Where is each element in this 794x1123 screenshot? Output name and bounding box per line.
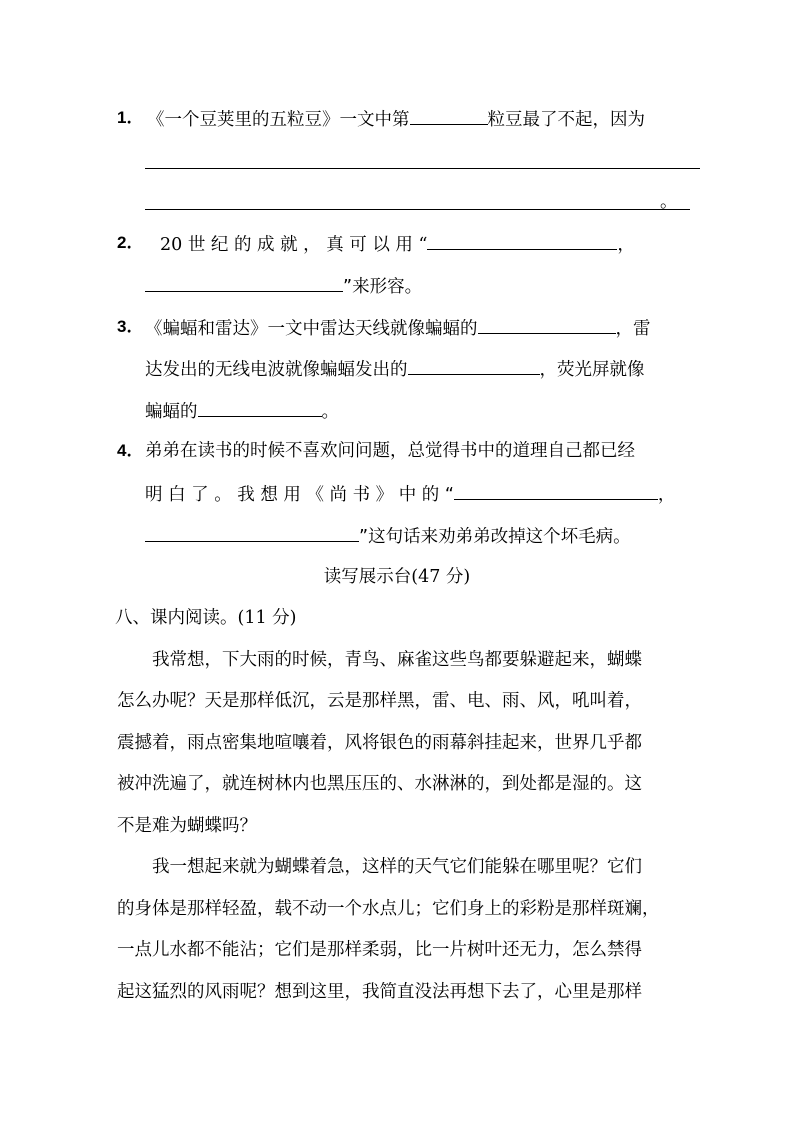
passage-p1-line-4: 被冲洗遍了，就连树林内也黑压压的、水淋淋的，到处都是湿的。这	[117, 774, 642, 794]
passage-p2-line-1: 我一想起来就为蝴蝶着急，这样的天气它们能躲在哪里呢？它们	[152, 857, 642, 877]
question-3-blank-1[interactable]	[478, 315, 616, 334]
question-1-period: 。	[660, 192, 678, 212]
passage-p2-line-4: 起这猛烈的风雨呢？想到这里，我简直没法再想下去了，心里是那样	[117, 982, 642, 1002]
question-4-line-1: 弟弟在读书的时候不喜欢问问题，总觉得书中的道理自己都已经	[145, 441, 635, 461]
question-4-text-2a: 明 白 了 。 我 想 用 《 尚 书 》 中 的 “	[145, 485, 454, 505]
passage-p1-line-3: 震撼着，雨点密集地喧嚷着，风将银色的雨幕斜挂起来，世界几乎都	[117, 733, 642, 753]
question-3-line-1	[145, 315, 651, 341]
question-1-answer-line-1[interactable]	[145, 168, 700, 169]
passage-p2-line-3: 一点儿水都不能沾；它们是那样柔弱，比一片树叶还无力，怎么禁得	[117, 940, 642, 960]
question-1-answer-line-2[interactable]	[145, 209, 690, 210]
question-4-number: 4．	[117, 441, 144, 460]
question-3-text-3b: 。	[321, 402, 339, 422]
question-1-text-after: 粒豆最了不起，因为	[487, 110, 645, 130]
question-2-blank-2[interactable]	[145, 273, 343, 292]
question-2-number: 2．	[117, 233, 144, 252]
section-title: 读写展示台(47 分)	[323, 567, 471, 587]
question-4-blank-1[interactable]	[454, 481, 658, 500]
question-3-line-3	[145, 398, 339, 424]
question-1-text-before: 《一个豆荚里的五粒豆》一文中第	[147, 110, 410, 130]
passage-p1-line-5: 不是难为蝴蝶吗？	[117, 816, 257, 836]
passage-p1-line-1: 我常想，下大雨的时候，青鸟、麻雀这些鸟都要躲避起来，蝴蝶	[152, 650, 642, 670]
question-4-line-2	[145, 481, 675, 507]
question-1-number: 1．	[117, 108, 144, 127]
question-2-text-a: 20 世 纪 的 成 就 ， 真 可 以 用 “	[160, 235, 428, 255]
question-2-text-b: ，	[617, 235, 635, 255]
question-3-text-2a: 达发出的无线电波就像蝙蝠发出的	[145, 360, 408, 380]
question-4-blank-2[interactable]	[145, 523, 359, 542]
question-3-text-1a: 《蝙蝠和雷达》一文中雷达天线就像蝙蝠的	[145, 319, 478, 339]
passage-p2-line-2: 的身体是那样轻盈，载不动一个水点儿；它们身上的彩粉是那样斑斓，	[117, 899, 660, 919]
question-1-line-1	[147, 106, 645, 132]
passage-p1-line-2: 怎么办呢？天是那样低沉，云是那样黑，雷、电、雨、风，吼叫着，	[117, 691, 642, 711]
part-8-title: 八、课内阅读。(11 分)	[115, 608, 297, 628]
question-4-text-2b: ，	[657, 485, 676, 505]
question-4-text-3: ”这句话来劝弟弟改掉这个坏毛病。	[359, 527, 631, 547]
question-2-text-c: ”来形容。	[343, 277, 423, 297]
question-4-line-3	[145, 523, 631, 549]
question-3-number: 3．	[117, 317, 144, 336]
question-1-blank-number[interactable]	[410, 106, 488, 125]
question-3-blank-3[interactable]	[198, 398, 322, 417]
question-2-blank-1[interactable]	[427, 231, 617, 250]
question-3-text-1b: ，雷	[615, 319, 651, 339]
question-2-line-1	[160, 231, 635, 257]
question-3-blank-2[interactable]	[408, 356, 540, 375]
question-2-line-2	[145, 273, 422, 299]
question-3-text-2b: ，荧光屏就像	[539, 360, 645, 380]
question-3-text-3a: 蝙蝠的	[145, 402, 198, 422]
question-3-line-2	[145, 356, 645, 382]
